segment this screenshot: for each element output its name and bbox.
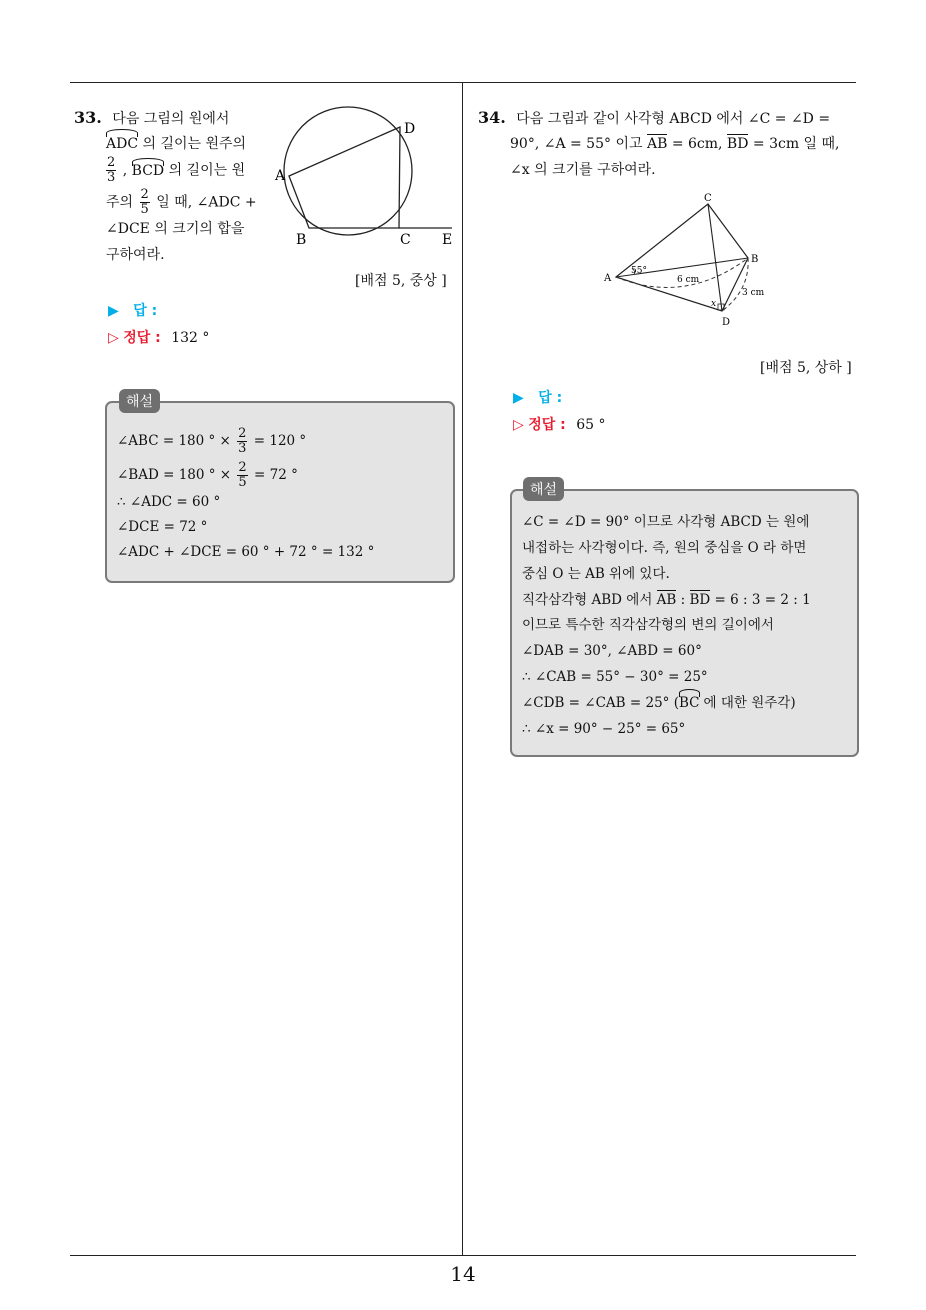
q34-solution-box [510, 489, 859, 757]
q33-line3: $\frac{2}{3}$ , BCD 의 길이는 원 [107, 155, 246, 185]
label-b: B [751, 254, 759, 265]
label-e: E [442, 232, 453, 248]
q34-correct-row [513, 414, 605, 434]
label-a: A [275, 168, 286, 184]
q33-solution-box [105, 401, 455, 583]
q33-line6: 구하여라. [106, 247, 165, 263]
arc-bcd: BCD [131, 162, 165, 179]
sol-line: ∠ABC = 180 ° × $\frac{2}{3}$ = 120 ° [117, 426, 307, 456]
label-d: D [404, 121, 416, 137]
answer-label: 답 : [133, 303, 158, 319]
play-icon: ▶ [513, 390, 524, 406]
sol-line: ∴ ∠x = 90° − 25° = 65° [522, 721, 686, 737]
triangle-outline-icon: ▷ [108, 330, 119, 346]
sol-line: ∴ ∠CAB = 55° − 30° = 25° [522, 669, 708, 685]
q33-line1: 33. 다음 그림의 원에서 [74, 108, 230, 127]
sol-line: ∠BAD = 180 ° × $\frac{2}{5}$ = 72 ° [117, 460, 298, 490]
correct-value: 132 ° [171, 330, 210, 346]
sol-line: ∠DAB = 30°, ∠ABD = 60° [522, 643, 702, 659]
q33-answer-row[interactable] [108, 300, 157, 320]
length-ab: 6 cm [677, 275, 700, 285]
answer-label: 답 : [538, 390, 563, 406]
sol-line: 직각삼각형 ABD 에서 AB : BD = 6 : 3 = 2 : 1 [522, 592, 811, 608]
q33-line4: 주의 $\frac{2}{5}$ 일 때, ∠ADC + [106, 187, 257, 217]
column-divider [462, 83, 463, 1256]
length-bd: 3 cm [742, 288, 765, 298]
arc-adc: ADC [106, 136, 139, 152]
correct-value: 65 ° [576, 417, 606, 433]
angle-x: x [711, 299, 717, 309]
label-b: B [296, 232, 307, 248]
sol-line: ∠ADC + ∠DCE = 60 ° + 72 ° = 132 ° [117, 544, 375, 560]
sol-line: 이므로 특수한 직각삼각형의 변의 길이에서 [522, 617, 774, 633]
q33-score: [배점 5, 중상 ] [355, 273, 447, 289]
solution-tag: 해설 [119, 389, 160, 413]
sol-line: ∴ ∠ADC = 60 ° [117, 494, 221, 510]
top-rule [70, 82, 856, 83]
segment-ab: AB [646, 136, 668, 152]
q34-number: 34. [478, 108, 506, 127]
angle-55: 55° [631, 266, 647, 276]
q33-correct-row [108, 327, 209, 347]
circle [284, 107, 412, 235]
q34-score: [배점 5, 상하 ] [760, 360, 852, 376]
quadrilateral-acbd [616, 204, 748, 311]
quadrilateral-abcd [289, 127, 400, 228]
triangle-outline-icon: ▷ [513, 417, 524, 433]
q34-line1: 34. 다음 그림과 같이 사각형 ABCD 에서 ∠C = ∠D = [478, 108, 831, 127]
fraction: $\frac{2}{5}$ [140, 187, 149, 217]
sol-line: ∠DCE = 72 ° [117, 519, 208, 535]
fraction: $\frac{2}{3}$ [107, 155, 116, 185]
q34-line2: 90°, ∠A = 55° 이고 AB = 6cm, BD = 3cm 일 때, [510, 136, 840, 152]
page-number: 14 [450, 1262, 476, 1286]
sol-line: 중심 O 는 AB 위에 있다. [522, 566, 670, 582]
q34-quadrilateral-figure [600, 190, 775, 330]
q33-number: 33. [74, 108, 102, 127]
label-c: C [400, 232, 411, 248]
q34-answer-row[interactable] [513, 387, 562, 407]
sol-line: 내접하는 사각형이다. 즉, 원의 중심을 O 라 하면 [522, 540, 807, 556]
label-d: D [722, 317, 731, 328]
segment-bd: BD [726, 136, 749, 152]
label-c: C [704, 193, 712, 204]
sol-line: ∠C = ∠D = 90° 이므로 사각형 ABCD 는 원에 [522, 514, 810, 530]
q33-circle-figure [270, 105, 460, 250]
solution-tag: 해설 [523, 477, 564, 501]
label-a: A [604, 273, 612, 284]
sol-line: ∠CDB = ∠CAB = 25° (BC 에 대한 원주각) [522, 695, 796, 711]
q34-line3: ∠x 의 크기를 구하여라. [510, 162, 656, 178]
play-icon: ▶ [108, 303, 119, 319]
q33-line2: ADC 의 길이는 원주의 [106, 136, 247, 152]
correct-label: 정답 : [528, 417, 566, 433]
correct-label: 정답 : [123, 330, 161, 346]
bottom-rule [70, 1255, 856, 1256]
q33-line5: ∠DCE 의 크기의 합을 [106, 221, 245, 237]
